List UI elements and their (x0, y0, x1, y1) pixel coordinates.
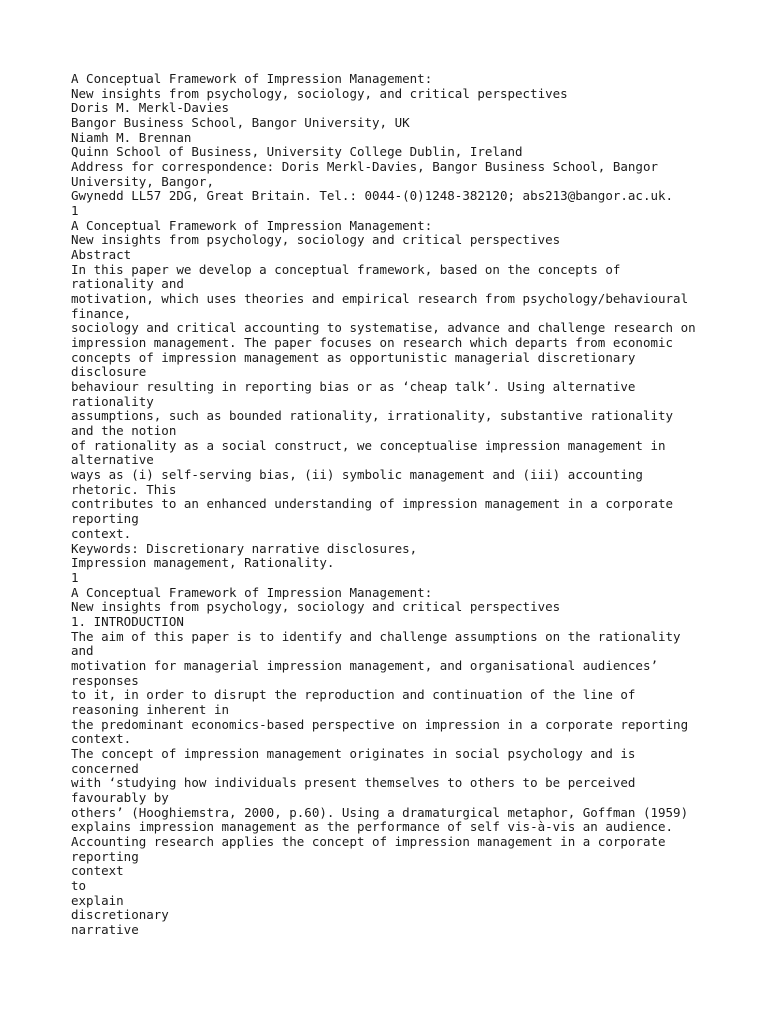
text-line: to (71, 877, 87, 893)
text-line: rationality (71, 393, 154, 409)
text-line: to it, in order to disrupt the reproduction and continuation of the line of (71, 687, 636, 703)
text-line: finance, (71, 305, 132, 321)
text-line: University, Bangor, (71, 173, 214, 189)
text-line: rationality and (71, 276, 184, 292)
text-line: explain (71, 892, 124, 908)
text-line: Doris M. Merkl-Davies (71, 100, 230, 116)
text-line: responses (71, 672, 139, 688)
text-line: alternative (71, 452, 154, 468)
text-line: A Conceptual Framework of Impression Management: (71, 217, 433, 233)
text-line: favourably by (71, 789, 169, 805)
document-text (71, 72, 751, 938)
text-line: The aim of this paper is to identify and challenge assumptions on the rationality (71, 628, 681, 644)
text-line: In this paper we develop a conceptual framework, based on the concepts of (71, 261, 621, 277)
text-line: Quinn School of Business, University College Dublin, Ireland (71, 144, 523, 160)
text-line: New insights from psychology, sociology, and critical perspectives (71, 85, 568, 101)
text-line: reporting (71, 511, 139, 527)
text-line: New insights from psychology, sociology and critical perspectives (71, 232, 561, 248)
text-line: impression management. The paper focuses on research which departs from economic (71, 335, 674, 351)
text-line: Impression management, Rationality. (71, 555, 335, 571)
text-line: 1. INTRODUCTION (71, 613, 184, 629)
text-line: A Conceptual Framework of Impression Management: (71, 584, 433, 600)
text-line: Accounting research applies the concept of impression management in a corporate (71, 833, 666, 849)
text-line: motivation for managerial impression management, and organisational audiences’ (71, 657, 658, 673)
text-line: with ‘studying how individuals present themselves to others to be perceived (71, 775, 636, 791)
text-line: Bangor Business School, Bangor University, UK (71, 115, 410, 131)
text-line: and the notion (71, 423, 177, 439)
text-line: contributes to an enhanced understanding of impression management in a corporate (71, 496, 674, 512)
text-line: Keywords: Discretionary narrative disclosures, (71, 540, 418, 556)
text-line: A Conceptual Framework of Impression Management: (71, 71, 433, 86)
text-line: of rationality as a social construct, we conceptualise impression management in (71, 437, 666, 453)
text-line: assumptions, such as bounded rationality, irrationality, substantive rationality (71, 408, 674, 424)
text-line: reporting (71, 848, 139, 864)
text-line: the predominant economics-based perspective on impression in a corporate reporting (71, 716, 689, 732)
text-line: sociology and critical accounting to systematise, advance and challenge research on (71, 320, 696, 336)
text-line: Gwynedd LL57 2DG, Great Britain. Tel.: 0044-(0)1248-382120; abs213@bangor.ac.uk. (71, 188, 674, 204)
text-line: 1 (71, 569, 79, 585)
text-line: Niamh M. Brennan (71, 129, 192, 145)
text-line: concepts of impression management as opportunistic managerial discretionary (71, 349, 636, 365)
text-line: context (71, 863, 124, 879)
text-line: 1 (71, 203, 79, 219)
text-line: concerned (71, 760, 139, 776)
text-line: New insights from psychology, sociology and critical perspectives (71, 599, 561, 615)
text-line: behaviour resulting in reporting bias or as ‘cheap talk’. Using alternative (71, 379, 636, 395)
text-line: context. (71, 731, 132, 747)
text-line: The concept of impression management originates in social psychology and is (71, 745, 636, 761)
text-line: motivation, which uses theories and empirical research from psychology/behavioural (71, 291, 689, 307)
text-line: context. (71, 525, 132, 541)
text-line: discretionary (71, 907, 169, 923)
text-line: Address for correspondence: Doris Merkl-Davies, Bangor Business School, Bangor (71, 159, 658, 175)
text-line: ways as (i) self-serving bias, (ii) symbolic management and (iii) accounting (71, 467, 643, 483)
text-line: disclosure (71, 364, 147, 380)
text-line: and (71, 643, 94, 659)
text-line: Abstract (71, 247, 132, 263)
text-line: others’ (Hooghiemstra, 2000, p.60). Using a dramaturgical metaphor, Goffman (1959) (71, 804, 689, 820)
text-line: explains impression management as the performance of self vis-à-vis an audience. (71, 819, 674, 835)
text-line: reasoning inherent in (71, 701, 230, 717)
text-line: narrative (71, 921, 139, 937)
text-line: rhetoric. This (71, 481, 177, 497)
